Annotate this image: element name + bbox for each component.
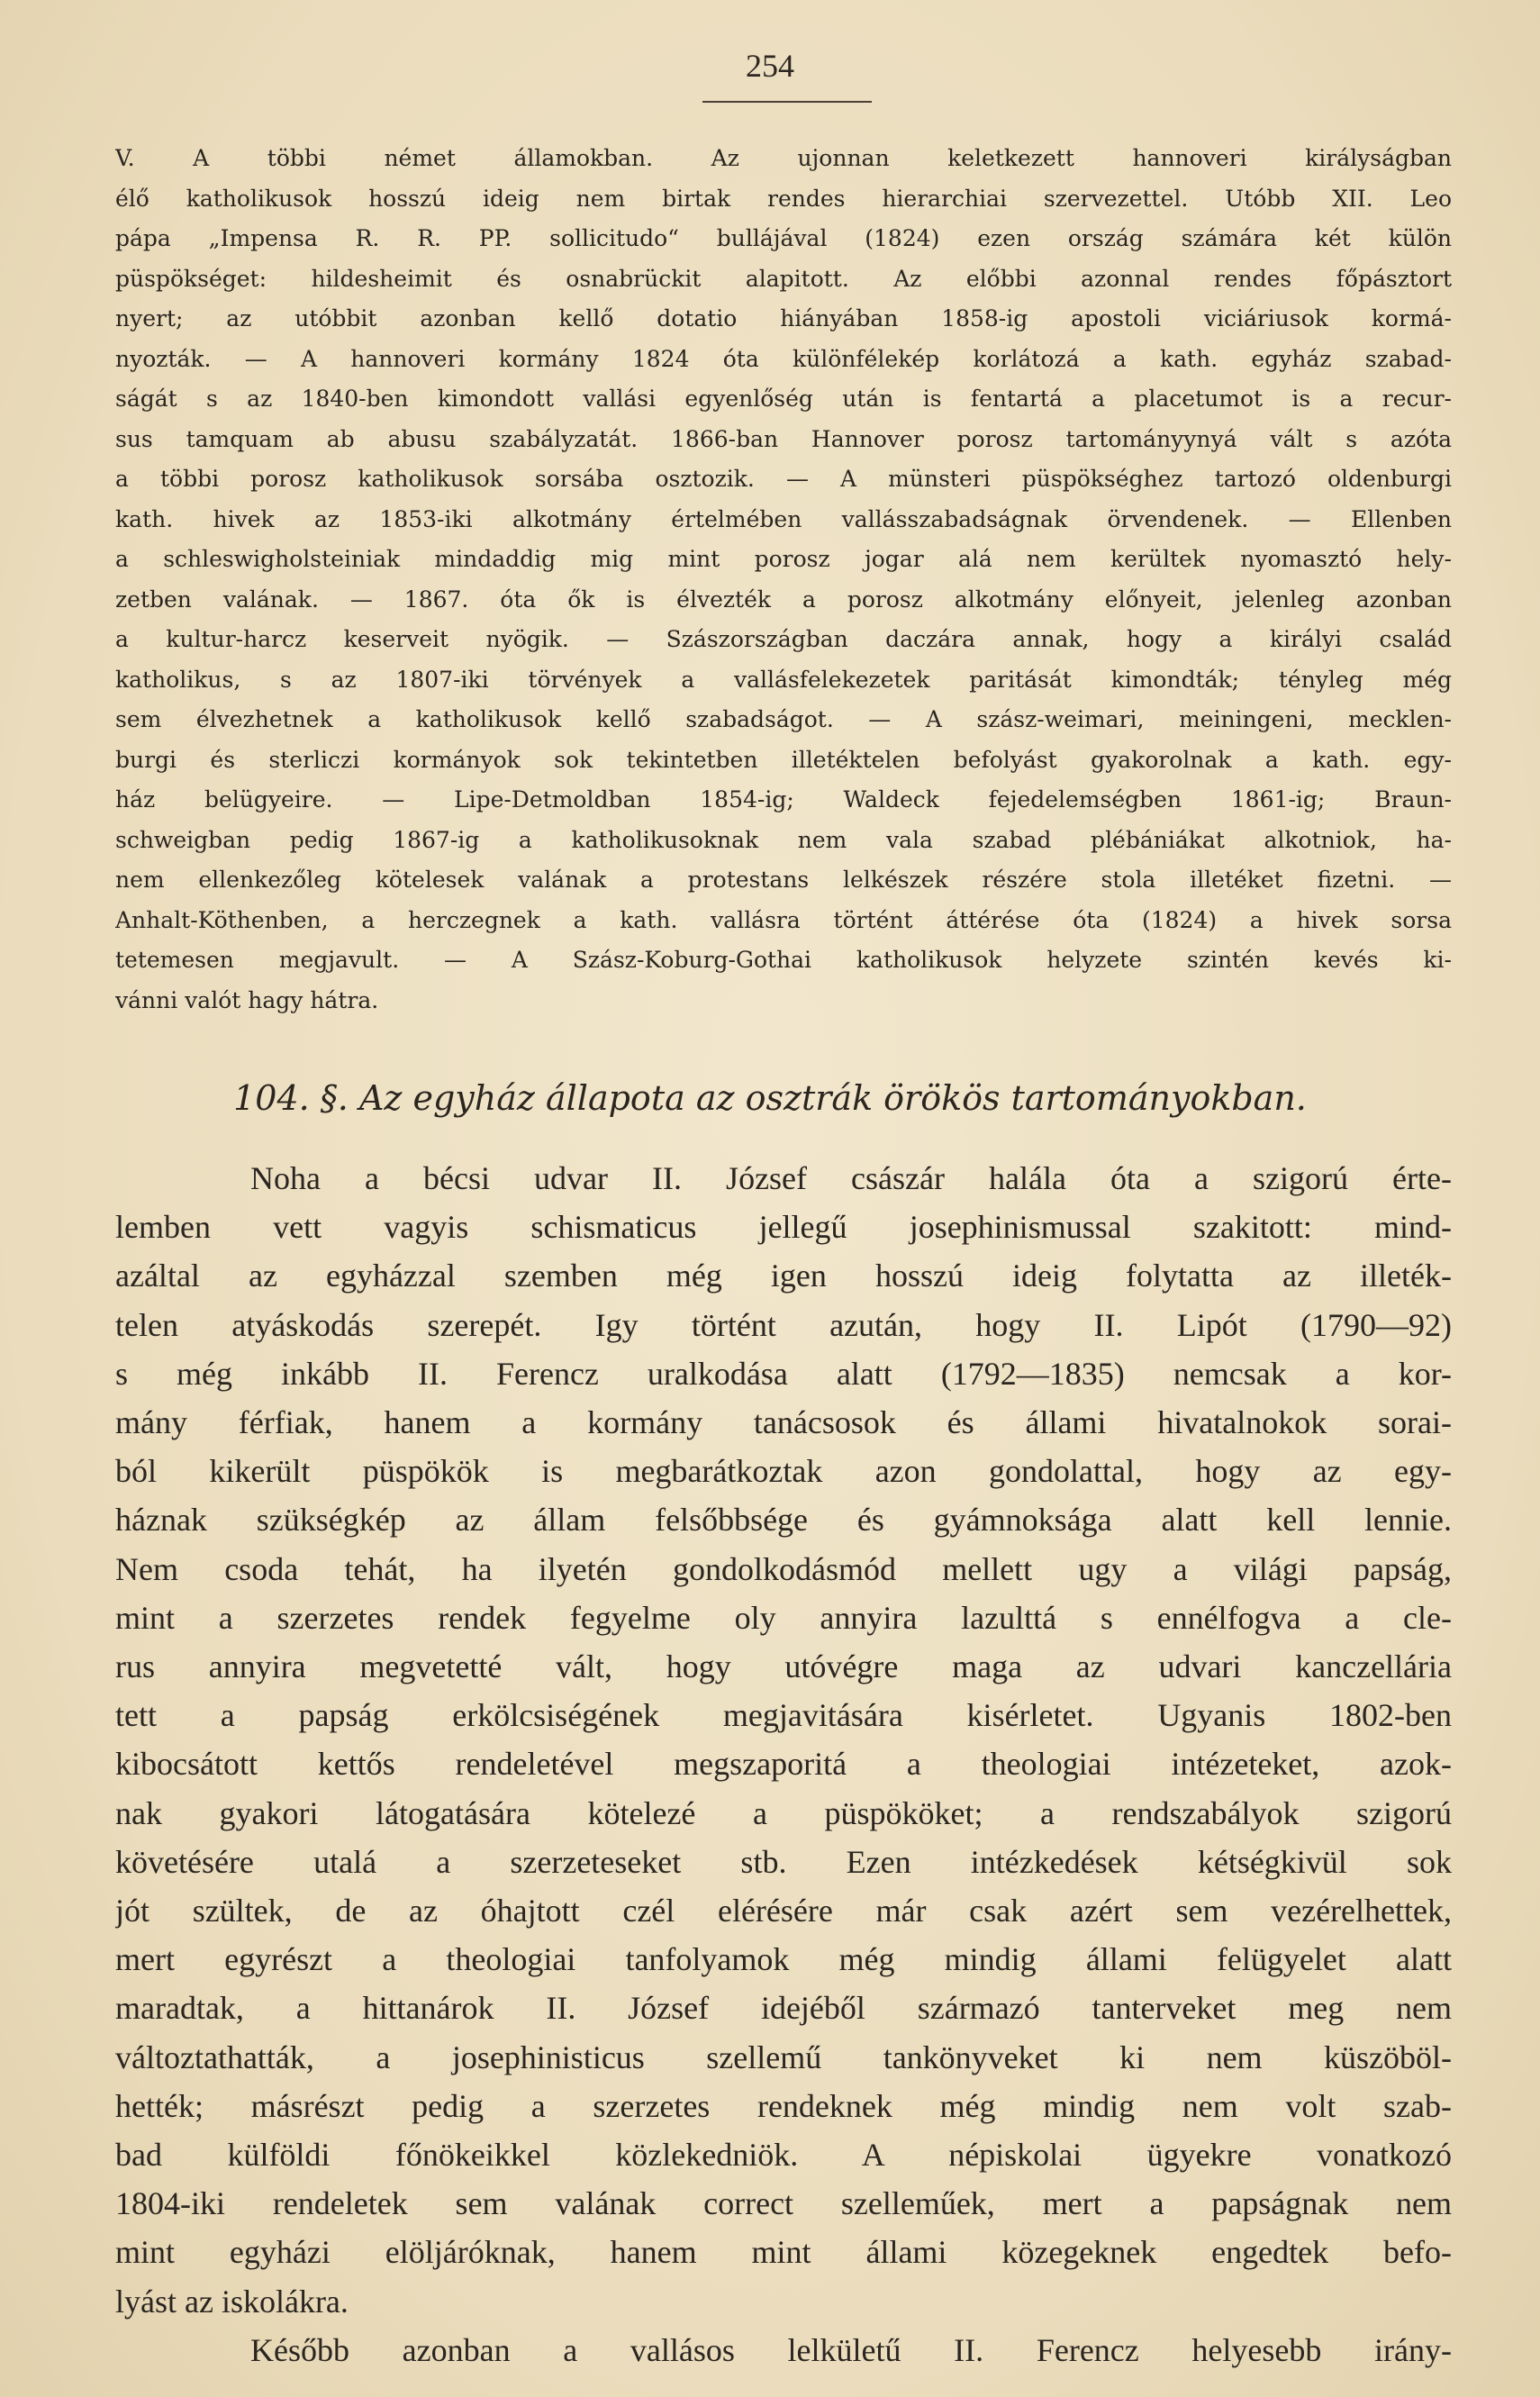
text-line: jót szültek, de az óhajtott czél elérésére már csak azért sem vezérelhettek, [115, 1893, 1452, 1929]
text-line: Nem csoda tehát, ha ilyetén gondolkodásmód mellett ugy a világi papság, [115, 1550, 1452, 1587]
text-line: kibocsátott kettős rendeletével megszaporitá a theologiai intézeteket, azok- [115, 1746, 1452, 1783]
text-line: ház belügyeire. — Lipe-Detmoldban 1854-ig; Waldeck fejedelemségben 1861-ig; Braun- [115, 786, 1452, 813]
text-line: schweigban pedig 1867-ig a katholikusoknak nem vala szabad plébániákat alkotniok, ha- [115, 826, 1452, 853]
text-line: a többi porosz katholikusok sorsába osztozik. — A münsteri püspökséghez tartozó oldenburgi [115, 466, 1452, 492]
text-line: 1804-iki rendeletek sem valának correct szelleműek, mert a papságnak nem [115, 2185, 1452, 2222]
text-line: azáltal az egyházzal szemben még igen hosszú ideig folytatta az illeték- [115, 1258, 1452, 1294]
text-line: változtathatták, a josephinisticus szellemű tankönyveket ki nem küszöböl- [115, 2038, 1452, 2075]
text-line: tett a papság erkölcsiségének megjavitására kisérletet. Ugyanis 1802-ben [115, 1697, 1452, 1734]
text-line: telen atyáskodás szerepét. Igy történt azután, hogy II. Lipót (1790—92) [115, 1306, 1452, 1343]
text-line: s még inkább II. Ferencz uralkodása alatt (1792—1835) nemcsak a kor- [115, 1355, 1452, 1392]
text-line: élő katholikusok hosszú ideig nem birtak rendes hierarchiai szervezettel. Utóbb XII. Leo [115, 185, 1452, 212]
text-line: rus annyira megvetetté vált, hogy utóvégre maga az udvari kanczellária [115, 1648, 1452, 1684]
page-number: 254 [746, 48, 794, 84]
text-line: püspökséget: hildesheimit és osnabrückit alapitott. Az előbbi azonnal rendes főpásztort [115, 265, 1452, 292]
text-line: Anhalt-Köthenben, a herczegnek a kath. vallásra történt áttérése óta (1824) a hivek sorsa [115, 906, 1452, 933]
text-line: sus tamquam ab abusu szabályzatát. 1866-ban Hannover porosz tartományynyá vált s azóta [115, 425, 1452, 452]
text-line: követésére utalá a szerzeteseket stb. Ezen intézkedések kétségkivül sok [115, 1843, 1452, 1880]
text-line: mány férfiak, hanem a kormány tanácsosok és állami hivatalnokok sorai- [115, 1404, 1452, 1440]
text-line: hették; másrészt pedig a szerzetes rendeknek még mindig nem volt szab- [115, 2087, 1452, 2124]
text-line: ságát s az 1840-ben kimondott vallási egyenlőség után is fentartá a placetumot is a recur- [115, 386, 1452, 412]
text-line: kath. hivek az 1853-iki alkotmány értelmében vallásszabadságnak örvendenek. — Ellenben [115, 505, 1452, 532]
text-line: sem élvezhetnek a katholikusok kellő szabadságot. — A szász-weimari, meiningeni, mecklen- [115, 706, 1452, 732]
text-line: pápa „Impensa R. R. PP. sollicitudo“ bullájával (1824) ezen ország számára két külön [115, 225, 1452, 251]
text-line: maradtak, a hittanárok II. József idejéből származó tanterveket meg nem [115, 1990, 1452, 2027]
section-heading: 104. §. Az egyház állapota az osztrák örökös tartományokban. [233, 1078, 1307, 1118]
text-line: nak gyakori látogatására kötelezé a püspököket; a rendszabályok szigorú [115, 1794, 1452, 1831]
text-line: vánni valót hagy hátra. [115, 986, 379, 1013]
text-line: lyást az iskolákra. [115, 2283, 349, 2320]
text-line: katholikus, s az 1807-iki törvények a vallásfelekezetek paritását kimondták; tényleg még [115, 666, 1452, 693]
header-rule [702, 101, 872, 103]
text-line: ból kikerült püspökök is megbarátkoztak azon gondolattal, hogy az egy- [115, 1453, 1452, 1490]
text-line: háznak szükségkép az állam felsőbbsége és gyámnoksága alatt kell lennie. [115, 1502, 1452, 1539]
text-line: a schleswigholsteiniak mindaddig mig mint porosz jogar alá nem kerültek nyomasztó hely- [115, 546, 1452, 572]
text-line: a kultur-harcz keserveit nyögik. — Szászországban daczára annak, hogy a királyi család [115, 626, 1452, 652]
text-line: bad külföldi főnökeikkel közlekedniök. A népiskolai ügyekre vonatkozó [115, 2137, 1452, 2173]
text-line: mert egyrészt a theologiai tanfolyamok még mindig állami felügyelet alatt [115, 1941, 1452, 1978]
text-line: zetben valának. — 1867. óta ők is élvezték a porosz alkotmány előnyeit, jelenleg azonban [115, 586, 1452, 613]
text-line: V. A többi német államokban. Az ujonnan keletkezett hannoveri királyságban [115, 145, 1452, 171]
text-line: nyert; az utóbbit azonban kellő dotatio hiányában 1858-ig apostoli viciáriusok kormá- [115, 305, 1452, 331]
text-line: tetemesen megjavult. — A Szász-Koburg-Gothai katholikusok helyzete szintén kevés ki- [115, 947, 1452, 973]
text-line: mint egyházi elöljáróknak, hanem mint állami közegeknek engedtek befo- [115, 2234, 1452, 2271]
text-line: nem ellenkezőleg kötelesek valának a protestans lelkészek részére stola illetéket fizetni. — [115, 867, 1452, 893]
text-line: burgi és sterliczi kormányok sok tekintetben illetéktelen befolyást gyakorolnak a kath. egy- [115, 746, 1452, 773]
text-line: mint a szerzetes rendek fegyelme oly annyira lazulttá s ennélfogva a cle- [115, 1599, 1452, 1636]
text-line: nyozták. — A hannoveri kormány 1824 óta különfélekép korlátozá a kath. egyház szabad- [115, 345, 1452, 372]
text-line: Noha a bécsi udvar II. József császár halála óta a szigorú érte- [250, 1160, 1452, 1196]
text-line: lemben vett vagyis schismaticus jellegű josephinismussal szakitott: mind- [115, 1209, 1452, 1246]
text-line: Később azonban a vallásos lelkületű II. Ferencz helyesebb irány- [250, 2331, 1452, 2368]
